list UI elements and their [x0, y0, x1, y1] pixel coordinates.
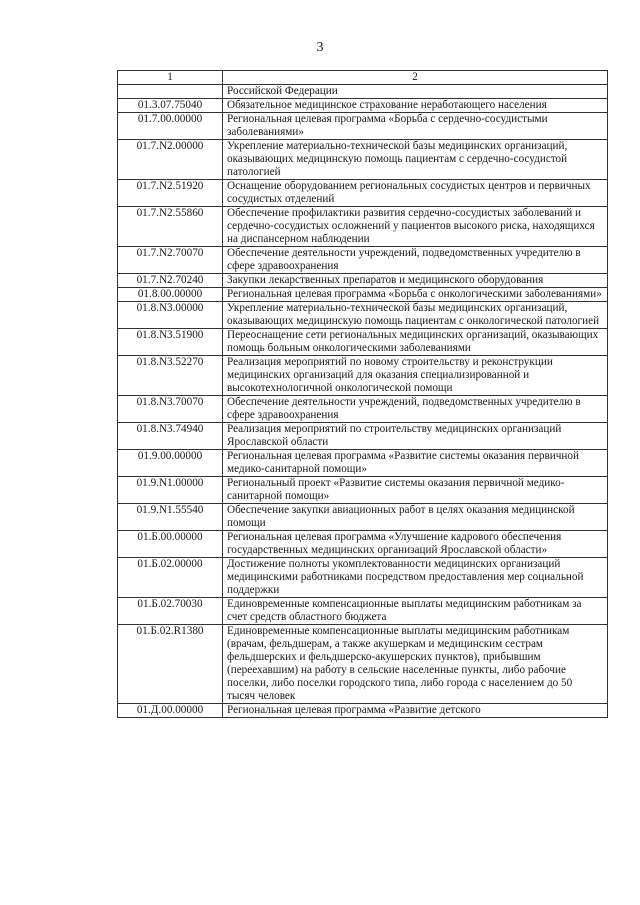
- row-code-cell: 01.7.N2.70070: [118, 247, 223, 274]
- table-row: [118, 450, 608, 477]
- row-name-cell: Обеспечение деятельности учреждений, подведомственных учредителю в сфере здравоохранения: [223, 396, 608, 423]
- row-code-cell: 01.8.N3.00000: [118, 302, 223, 329]
- row-name-cell: Достижение полноты укомплектованности медицинских организаций медицинскими работниками посредством предоставления мер социальной поддержки: [223, 558, 608, 598]
- row-name-cell: Переоснащение сети региональных медицинских организаций, оказывающих помощь больным онкологическими заболеваниями: [223, 329, 608, 356]
- row-name-cell: Региональная целевая программа «Борьба с онкологическими заболеваниями»: [223, 288, 608, 302]
- table-row: [118, 558, 608, 598]
- table-row: [118, 329, 608, 356]
- row-code-cell: 01.8.N3.70070: [118, 396, 223, 423]
- table-row: [118, 396, 608, 423]
- table-row: [118, 302, 608, 329]
- row-name-cell: Обеспечение закупки авиационных работ в целях оказания медицинской помощи: [223, 504, 608, 531]
- column-header-code: 1: [118, 71, 223, 85]
- budget-classification-table: [117, 70, 608, 718]
- table-row: [118, 504, 608, 531]
- row-code-cell: 01.Б.02.00000: [118, 558, 223, 598]
- row-name-cell: Обязательное медицинское страхование неработающего населения: [223, 99, 608, 113]
- row-name-cell: Реализация мероприятий по строительству медицинских организаций Ярославской области: [223, 423, 608, 450]
- table-row: [118, 531, 608, 558]
- row-code-cell: 01.Б.00.00000: [118, 531, 223, 558]
- table-row: [118, 180, 608, 207]
- table-row: [118, 207, 608, 247]
- table-row: [118, 625, 608, 704]
- row-name-cell: Единовременные компенсационные выплаты медицинским работникам (врачам, фельдшерам, а также акушеркам и медицинским сестрам фельдшерских и фельдшерско-акушерских пунктов), прибывшим (переехавшим) на работу в сельские населенные пункты, либо рабочие поселки, либо поселки городского типа, либо города с населением до 50 тысяч человек: [223, 625, 608, 704]
- table-row: [118, 423, 608, 450]
- row-code-cell: 01.7.N2.70240: [118, 274, 223, 288]
- row-name-cell: Оснащение оборудованием региональных сосудистых центров и первичных сосудистых отделений: [223, 180, 608, 207]
- row-code-cell: 01.Д.00.00000: [118, 704, 223, 718]
- column-header-name: 2: [223, 71, 608, 85]
- row-name-cell: Обеспечение деятельности учреждений, подведомственных учредителю в сфере здравоохранения: [223, 247, 608, 274]
- row-name-cell: Региональная целевая программа «Развитие детского: [223, 704, 608, 718]
- table-row: [118, 140, 608, 180]
- table-row: [118, 356, 608, 396]
- table-row: [118, 247, 608, 274]
- table-row: [118, 99, 608, 113]
- row-name-cell: Обеспечение профилактики развития сердечно-сосудистых заболеваний и сердечно-сосудистых осложнений у пациентов высокого риска, находящихся на диспансерном наблюдении: [223, 207, 608, 247]
- row-name-cell: Укрепление материально-технической базы медицинских организаций, оказывающих медицинскую помощь пациентам с онкологической патологией: [223, 302, 608, 329]
- row-code-cell: 01.8.N3.51900: [118, 329, 223, 356]
- row-code-cell: 01.7.N2.55860: [118, 207, 223, 247]
- row-code-cell: 01.9.N1.55540: [118, 504, 223, 531]
- row-name-cell: Региональная целевая программа «Борьба с сердечно-сосудистыми заболеваниями»: [223, 113, 608, 140]
- row-name-cell: Региональная целевая программа «Развитие системы оказания первичной медико-санитарной помощи»: [223, 450, 608, 477]
- row-code-cell: [118, 85, 223, 99]
- row-name-cell: Закупки лекарственных препаратов и медицинского оборудования: [223, 274, 608, 288]
- row-code-cell: 01.7.N2.51920: [118, 180, 223, 207]
- table-row: [118, 113, 608, 140]
- row-name-cell: Российской Федерации: [223, 85, 608, 99]
- row-code-cell: 01.8.00.00000: [118, 288, 223, 302]
- row-code-cell: 01.3.07.75040: [118, 99, 223, 113]
- table-row: [118, 288, 608, 302]
- row-code-cell: 01.9.00.00000: [118, 450, 223, 477]
- row-name-cell: Региональный проект «Развитие системы оказания первичной медико-санитарной помощи»: [223, 477, 608, 504]
- row-code-cell: 01.Б.02.70030: [118, 598, 223, 625]
- row-code-cell: 01.8.N3.74940: [118, 423, 223, 450]
- row-name-cell: Укрепление материально-технической базы медицинских организаций, оказывающих медицинскую помощь пациентам с сердечно-сосудистой патологией: [223, 140, 608, 180]
- table-row: [118, 274, 608, 288]
- row-code-cell: 01.8.N3.52270: [118, 356, 223, 396]
- table-row: [118, 85, 608, 99]
- table-row: [118, 598, 608, 625]
- table-row: [118, 704, 608, 718]
- row-code-cell: 01.7.N2.00000: [118, 140, 223, 180]
- table-header-row: [118, 71, 608, 85]
- row-code-cell: 01.Б.02.R1380: [118, 625, 223, 704]
- row-name-cell: Региональная целевая программа «Улучшение кадрового обеспечения государственных медицинских организаций Ярославской области»: [223, 531, 608, 558]
- page-number: 3: [316, 40, 324, 55]
- row-name-cell: Реализация мероприятий по новому строительству и реконструкции медицинских организаций для оказания специализированной и высокотехнологичной онкологической помощи: [223, 356, 608, 396]
- row-code-cell: 01.7.00.00000: [118, 113, 223, 140]
- row-name-cell: Единовременные компенсационные выплаты медицинским работникам за счет средств областного бюджета: [223, 598, 608, 625]
- table-row: [118, 477, 608, 504]
- row-code-cell: 01.9.N1.00000: [118, 477, 223, 504]
